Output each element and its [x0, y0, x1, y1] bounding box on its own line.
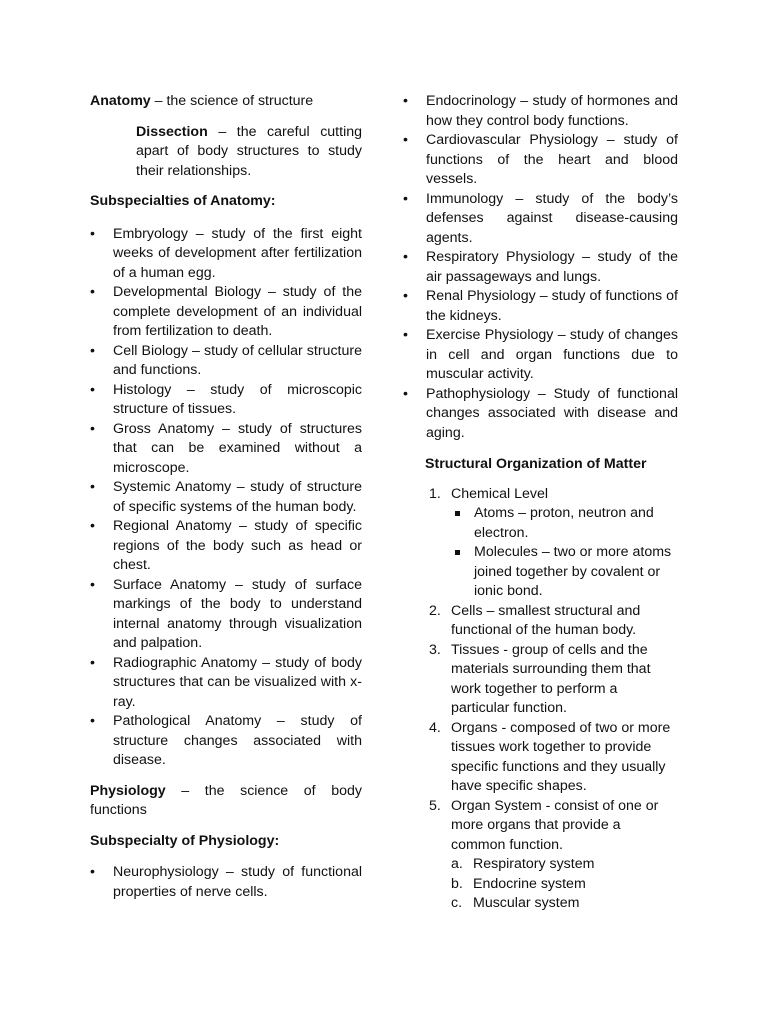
list-item: Atoms – proton, neutron and electron. [453, 504, 678, 543]
list-item: • Pathophysiology – Study of functional changes associated with disease and aging. [403, 385, 678, 444]
dissection-term: Dissection [136, 123, 208, 140]
list-item: • Respiratory Physiology – study of the air passageways and lungs. [403, 248, 678, 287]
list-item: Molecules – two or more atoms joined together by covalent or ionic bond. [453, 543, 678, 602]
dissection-def: – the careful cutting apart of body structures to study their relationships. [136, 123, 362, 179]
dissection-definition [136, 123, 362, 182]
physiology-subspecialty-list-right [403, 92, 678, 443]
level-text: Cells – smallest structural and functional of the human body. [451, 602, 641, 638]
list-letter: a. [451, 856, 463, 872]
level-text: Tissues - group of cells and the materials surrounding them that work together to perform a particular function. [451, 641, 651, 716]
list-letter: c. [451, 895, 463, 911]
anatomy-definition [90, 92, 362, 112]
list-item [429, 485, 678, 602]
system-text: Muscular system [473, 895, 580, 911]
list-item [451, 894, 678, 914]
anatomy-term: Anatomy [90, 93, 151, 109]
anatomy-subspecialties-heading: Subspecialties of Anatomy: [90, 193, 276, 209]
level-text: Organs - composed of two or more tissues work together to provide specific functions and they usually have specific shapes. [451, 719, 671, 794]
list-item: • Renal Physiology – study of functions of the kidneys. [403, 287, 678, 326]
list-item: • Embryology – study of the first eight weeks of development after fertilization of a human egg. [90, 225, 362, 284]
list-item: • Regional Anatomy – study of specific regions of the body such as head or chest. [90, 517, 362, 576]
anatomy-subspecialties-list [90, 225, 362, 771]
physiology-term: Physiology [90, 782, 166, 799]
list-item: • Cardiovascular Physiology – study of functions of the heart and blood vessels. [403, 131, 678, 190]
anatomy-def: – the science of structure [150, 93, 314, 109]
list-item: • Developmental Biology – study of the complete development of an individual from fertilization to death. [90, 283, 362, 342]
list-number: 4. [429, 719, 441, 736]
physiology-definition [90, 782, 362, 821]
list-item: • Radiographic Anatomy – study of body structures that can be visualized with x-ray. [90, 654, 362, 713]
list-letter: b. [451, 875, 463, 892]
list-item: • Exercise Physiology – study of changes in cell and organ functions due to muscular activity. [403, 326, 678, 385]
list-item [451, 875, 678, 895]
list-item: • Surface Anatomy – study of surface markings of the body to understand internal anatomy through visualization and palpation. [90, 576, 362, 654]
system-text: Respiratory system [473, 856, 595, 872]
list-item: • Systemic Anatomy – study of structure of specific systems of the human body. [90, 478, 362, 517]
chemical-sublist [451, 504, 678, 602]
physiology-subspecialty-heading: Subspecialty of Physiology: [90, 832, 280, 849]
list-item: • Neurophysiology – study of functional properties of nerve cells. [90, 863, 362, 902]
system-text: Endocrine system [473, 875, 586, 892]
list-item [451, 855, 678, 875]
list-item [429, 641, 678, 719]
physiology-def: – the science of body functions [90, 782, 362, 818]
physiology-subspecialty-list-left [90, 863, 362, 902]
list-number: 1. [429, 485, 441, 502]
list-item: • Immunology – study of the body’s defenses against disease-causing agents. [403, 190, 678, 249]
list-item [429, 602, 678, 641]
level-text: Chemical Level [451, 485, 548, 502]
list-item: • Pathological Anatomy – study of structure changes associated with disease. [90, 712, 362, 771]
list-item [429, 797, 678, 914]
left-column [90, 92, 362, 902]
structural-organization-heading: Structural Organization of Matter [425, 456, 647, 472]
list-number: 5. [429, 797, 441, 814]
list-number: 2. [429, 602, 441, 619]
list-item: • Cell Biology – study of cellular structure and functions. [90, 342, 362, 381]
right-column [403, 92, 678, 914]
list-item: • Endocrinology – study of hormones and how they control body functions. [403, 92, 678, 131]
structural-levels-list [403, 485, 678, 914]
level-text: Organ System - consist of one or more organs that provide a common function. [451, 797, 659, 853]
organ-systems-sublist [451, 855, 678, 914]
list-item [429, 719, 678, 797]
list-item: • Histology – study of microscopic structure of tissues. [90, 381, 362, 420]
list-number: 3. [429, 641, 441, 658]
list-item: • Gross Anatomy – study of structures that can be examined without a microscope. [90, 420, 362, 479]
